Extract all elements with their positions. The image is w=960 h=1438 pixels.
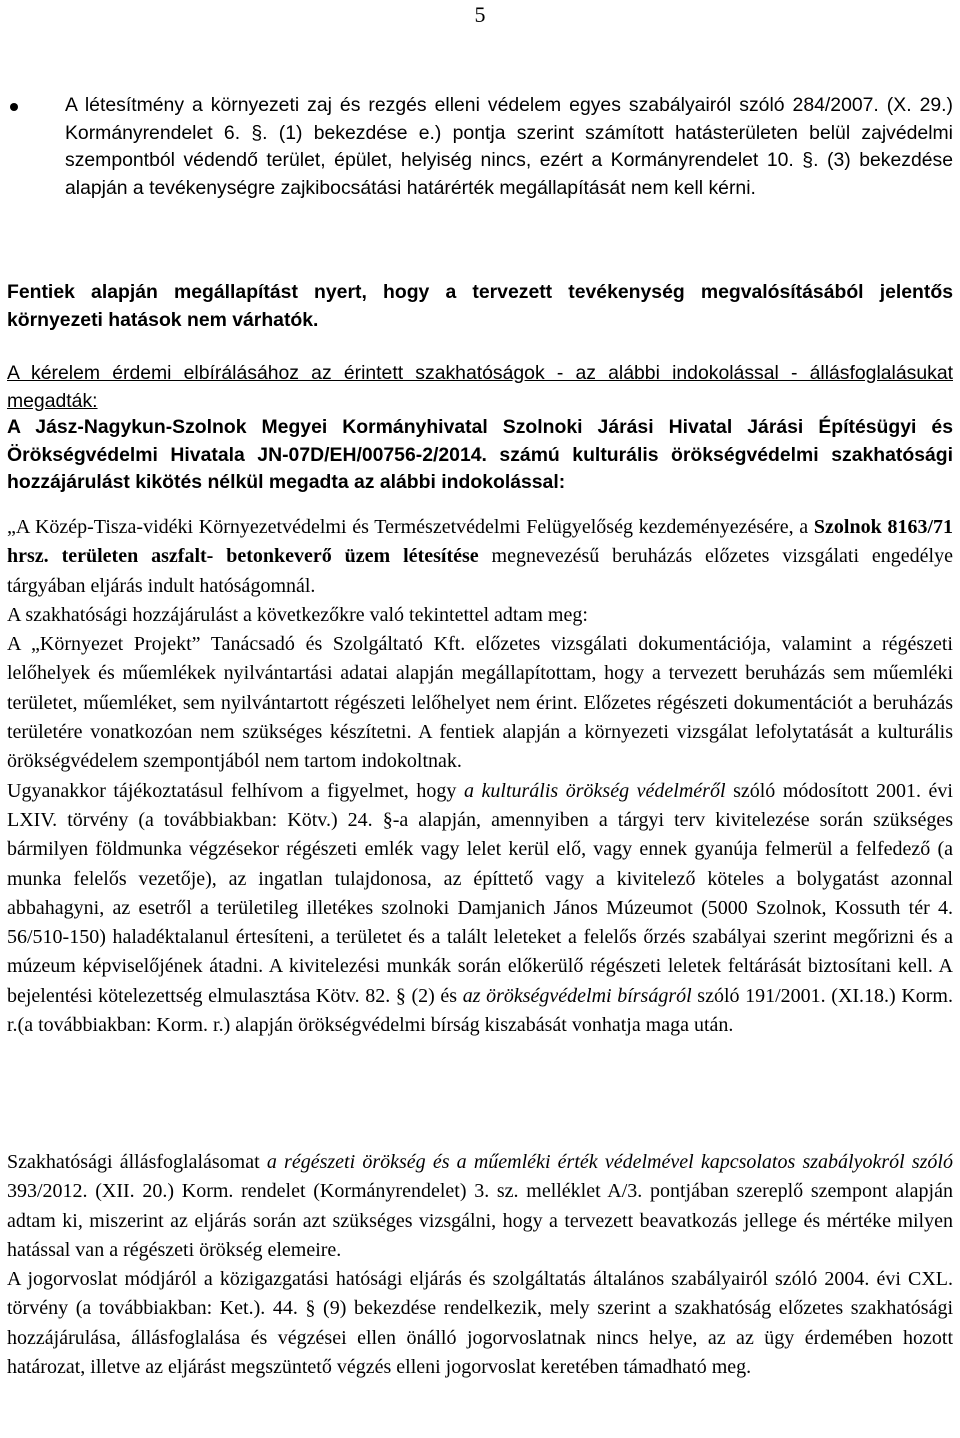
page-number: 5	[474, 2, 486, 27]
quote-paragraph: „A Közép-Tisza-vidéki Környezetvédelmi és Természetvédelmi Felügyelőség kezdeményezésére, a Szolnok 8163/71 hrsz. területen aszfalt- betonkeverő üzem létesítése megnevezésű beruházás előzetes vizsgálati engedélye tárgyában eljárás indult hatóságomnál.	[7, 516, 954, 597]
consent-paragraph: A szakhatósági hozzájárulást a következőkre való tekintettel adtam meg:	[7, 603, 588, 626]
position-paragraph: Szakhatósági állásfoglalásomat a régészeti örökség és a műemléki érték védelmével kapcsolatos szabályokról szóló 393/2012. (XII. 20.) Korm. rendelet (Kormányrendelet) 3. sz. melléklet A/3. pontjában szereplő szempont alapján adtam ki, miszerint az eljárás során azt szükséges vizsgálni, hogy a tervezett beavatkozás jellege és mértéke milyen hatással van a régészeti örökség elemeire.	[7, 1151, 953, 1261]
facility-text: aszfalt- betonkeverő üzem létesítése	[151, 545, 479, 568]
project-paragraph: A „Környezet Projekt” Tanácsadó és Szolgáltató Kft. előzetes vizsgálati dokumentációja, valamint a régészeti lelőhelyek és műemlékek nyilvántartási adatai alapján megállapítottam, hogy a tervezett beruházás sem műemléki területet, műemléket, sem nyilvántartott régészeti lelőhelyet nem érint. Előzetes régészeti dokumentációt a beruházás területére vonatkozóan nem szükséges készítetni. A fentiek alapján a környezeti vizsgálat lefolytatását a kulturális örökségvédelem szempontjából nem tartom indokoltnak.	[7, 633, 953, 773]
main-body	[7, 513, 953, 1040]
authority-intro: A Jász-Nagykun-Szolnok Megyei Kormányhivatal Szolnoki Járási Hivatal Járási Építésügyi és Örökségvédelmi Hivatala JN-07D/EH/00756-2/2014. számú kulturális örökségvédelmi szakhatósági hozzájárulást kikötés nélkül megadta az alábbi indokolással:	[7, 416, 953, 494]
remedy-paragraph: A jogorvoslat módjáról a közigazgatási hatósági eljárás és szolgáltatás általános szabályairól szóló 2004. évi CXL. törvény (a továbbiakban: Ket.). 44. § (9) bekezdése rendelkezik, mely szerint a szakhatóság előzetes szakhatósági hozzájárulása, állásfoglalása és végzései ellen önálló jogorvoslatnak nincs helye, az az ügy érdemében hozott határozat, illetve az eljárást megszüntető végzés elleni jogorvoslat keretében támadható meg.	[7, 1268, 953, 1379]
conclusion-paragraph: Fentiek alapján megállapítást nyert, hogy a tervezett tevékenység megvalósításából jelentős környezeti hatások nem várhatók.	[7, 281, 953, 331]
closing-body	[7, 1148, 953, 1382]
bullet-icon	[10, 103, 18, 111]
authorities-heading: A kérelem érdemi elbírálásához az érintett szakhatóságok - az alábbi indokolással - állásfoglalásukat megadták:	[7, 362, 953, 412]
hrsz-text: Szolnok 8163/71 hrsz.	[7, 516, 954, 568]
noise-paragraph: A létesítmény a környezeti zaj és rezgés elleni védelem egyes szabályairól szóló 284/2007. (X. 29.) Kormányrendelet 6. §. (1) bekezdése e.) pontja szerint számított hatásterületen belül zajvédelmi szempontból védendő terület, épület, helyiség nincs, ezért a Kormányrendelet 10. §. (3) bekezdése alapján a tevékenységre zajkibocsátási határérték megállapítását nem kell kérni.	[65, 94, 953, 199]
notice-paragraph: Ugyanakkor tájékoztatásul felhívom a figyelmet, hogy a kulturális örökség védelméről szóló módosított 2001. évi LXIV. törvény (a továbbiakban: Kötv.) 24. §-a alapján, amennyiben a tárgyi terv kivitelezése során szükséges bármilyen földmunka végzésekor régészeti emlék vagy lelet kerül elő, vagy ennek gyanúja felmerül a felfedező (a munka felelős vezetője), az ingatlan tulajdonosa, az építtető vagy a kivitelező köteles a bolygatást azonnal abbahagyni, az esetről a területileg illetékes szolnoki Damjanich János Múzeumot (5000 Szolnok, Kossuth tér 4. 56/510-150) haladéktalanul értesíteni, a területet és a talált leleteket a felelős őrzés szabályai szerint megőrizni és a múzeum képviselőjének átadni. A kivitelezési munkák során előkerülő régészeti leletek feltárását biztosítani kell. A bejelentési kötelezettség elmulasztása Kötv. 82. § (2) és az örökségvédelmi bírságról szóló 191/2001. (XI.18.) Korm. r.(a továbbiakban: Korm. r.) alapján örökségvédelmi bírság kiszabását vonhatja maga után.	[7, 779, 953, 1037]
noise-bullet-item	[7, 92, 953, 202]
